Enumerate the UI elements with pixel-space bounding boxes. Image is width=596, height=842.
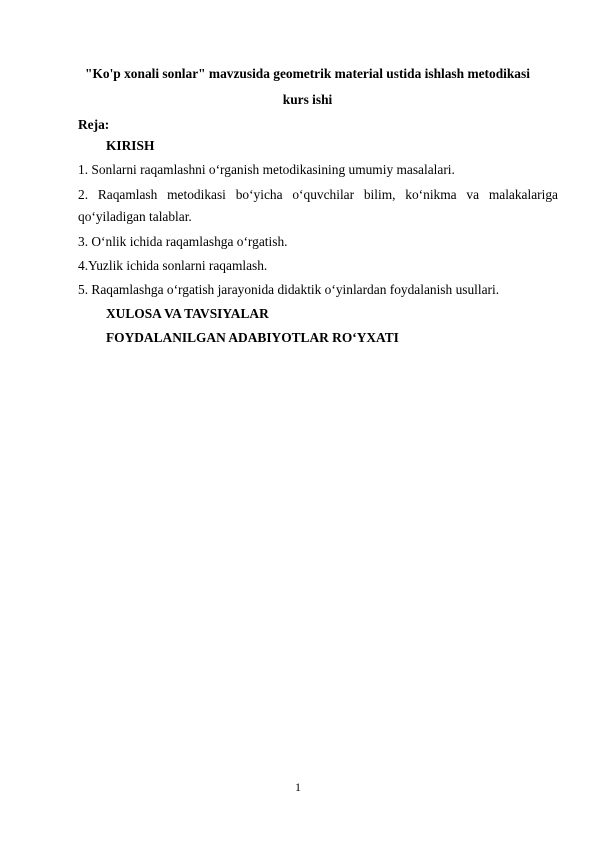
- plan-item-references: FOYDALANILGAN ADABIYOTLAR RO‘YXATI: [106, 330, 399, 345]
- plan-item-5: 5. Raqamlashga o‘rgatish jarayonida didaktik o‘yinlardan foydalanish usullari.: [78, 282, 500, 297]
- plan-item-conclusion: XULOSA VA TAVSIYALAR: [106, 306, 269, 321]
- plan-item-3: 3. O‘nlik ichida raqamlashga o‘rgatish.: [78, 234, 288, 249]
- document-title-line2: kurs ishi: [282, 92, 333, 107]
- plan-item-intro: KIRISH: [106, 138, 155, 153]
- plan-item-2-line2: qo‘yiladigan talablar.: [78, 209, 192, 224]
- plan-item-1: 1. Sonlarni raqamlashni o‘rganish metodikasining umumiy masalalari.: [78, 162, 455, 177]
- plan-label: Reja:: [78, 117, 110, 132]
- plan-item-4: 4.Yuzlik ichida sonlarni raqamlash.: [78, 258, 268, 273]
- document-title-line1: "Ko'p xonali sonlar" mavzusida geometrik material ustida ishlash metodikasi: [85, 66, 530, 81]
- plan-item-2-line1: 2. Raqamlash metodikasi bo‘yicha o‘quvchilar bilim, ko‘nikma va malakalariga: [78, 187, 558, 202]
- page-number: 1: [295, 780, 301, 794]
